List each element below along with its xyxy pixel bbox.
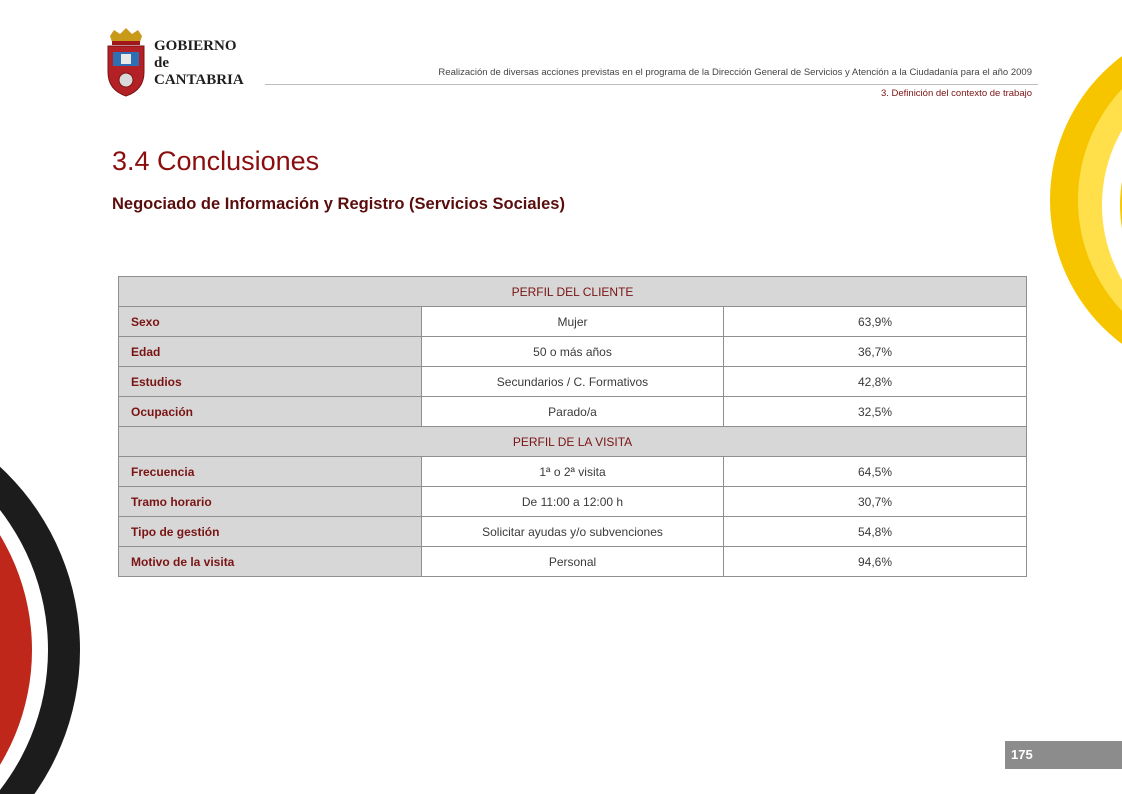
row-percent: 54,8% (724, 517, 1027, 547)
row-label: Ocupación (119, 397, 422, 427)
row-label: Frecuencia (119, 457, 422, 487)
page-title: 3.4 Conclusiones (112, 146, 320, 176)
table-row (119, 487, 1027, 517)
profile-table (118, 276, 1027, 577)
row-percent: 64,5% (724, 457, 1027, 487)
header-section-label: 3. Definición del contexto de trabajo (880, 88, 1032, 99)
row-label: Tipo de gestión (119, 517, 422, 547)
row-value: Mujer (422, 307, 724, 337)
row-value: Personal (422, 547, 724, 577)
row-value: Secundarios / C. Formativos (422, 367, 724, 397)
table-row (119, 517, 1027, 547)
table-row (119, 307, 1027, 337)
row-percent: 63,9% (724, 307, 1027, 337)
row-percent: 42,8% (724, 367, 1027, 397)
row-value: Solicitar ayudas y/o subvenciones (422, 517, 724, 547)
page-number: 175 (1005, 741, 1122, 769)
table-section-header (119, 277, 1027, 307)
section-heading: PERFIL DE LA VISITA (119, 427, 1027, 457)
gobierno-cantabria-crest-icon (104, 28, 148, 98)
row-label: Motivo de la visita (119, 547, 422, 577)
row-label: Tramo horario (119, 487, 422, 517)
header-description: Realización de diversas acciones previstas en el programa de la Dirección General de Servicios y Atención a la Ciudadanía para el año 2009 (438, 67, 1032, 78)
logo-line-1: GOBIERNO (154, 38, 237, 54)
table-row (119, 397, 1027, 427)
logo-wordmark (154, 38, 244, 89)
row-value: Parado/a (422, 397, 724, 427)
table-row (119, 547, 1027, 577)
row-percent: 94,6% (724, 547, 1027, 577)
header-divider (265, 84, 1038, 85)
row-value: De 11:00 a 12:00 h (422, 487, 724, 517)
row-value: 50 o más años (422, 337, 724, 367)
section-heading: PERFIL DEL CLIENTE (119, 277, 1027, 307)
row-label: Edad (119, 337, 422, 367)
logo-line-2: de (154, 55, 169, 71)
row-label: Estudios (119, 367, 422, 397)
row-value: 1ª o 2ª visita (422, 457, 724, 487)
table-section-header (119, 427, 1027, 457)
row-percent: 36,7% (724, 337, 1027, 367)
row-label: Sexo (119, 307, 422, 337)
row-percent: 32,5% (724, 397, 1027, 427)
row-percent: 30,7% (724, 487, 1027, 517)
table-row (119, 457, 1027, 487)
table-row (119, 367, 1027, 397)
page-subtitle: Negociado de Información y Registro (Servicios Sociales) (112, 195, 565, 213)
logo-line-3: CANTABRIA (154, 72, 244, 88)
table-row (119, 337, 1027, 367)
